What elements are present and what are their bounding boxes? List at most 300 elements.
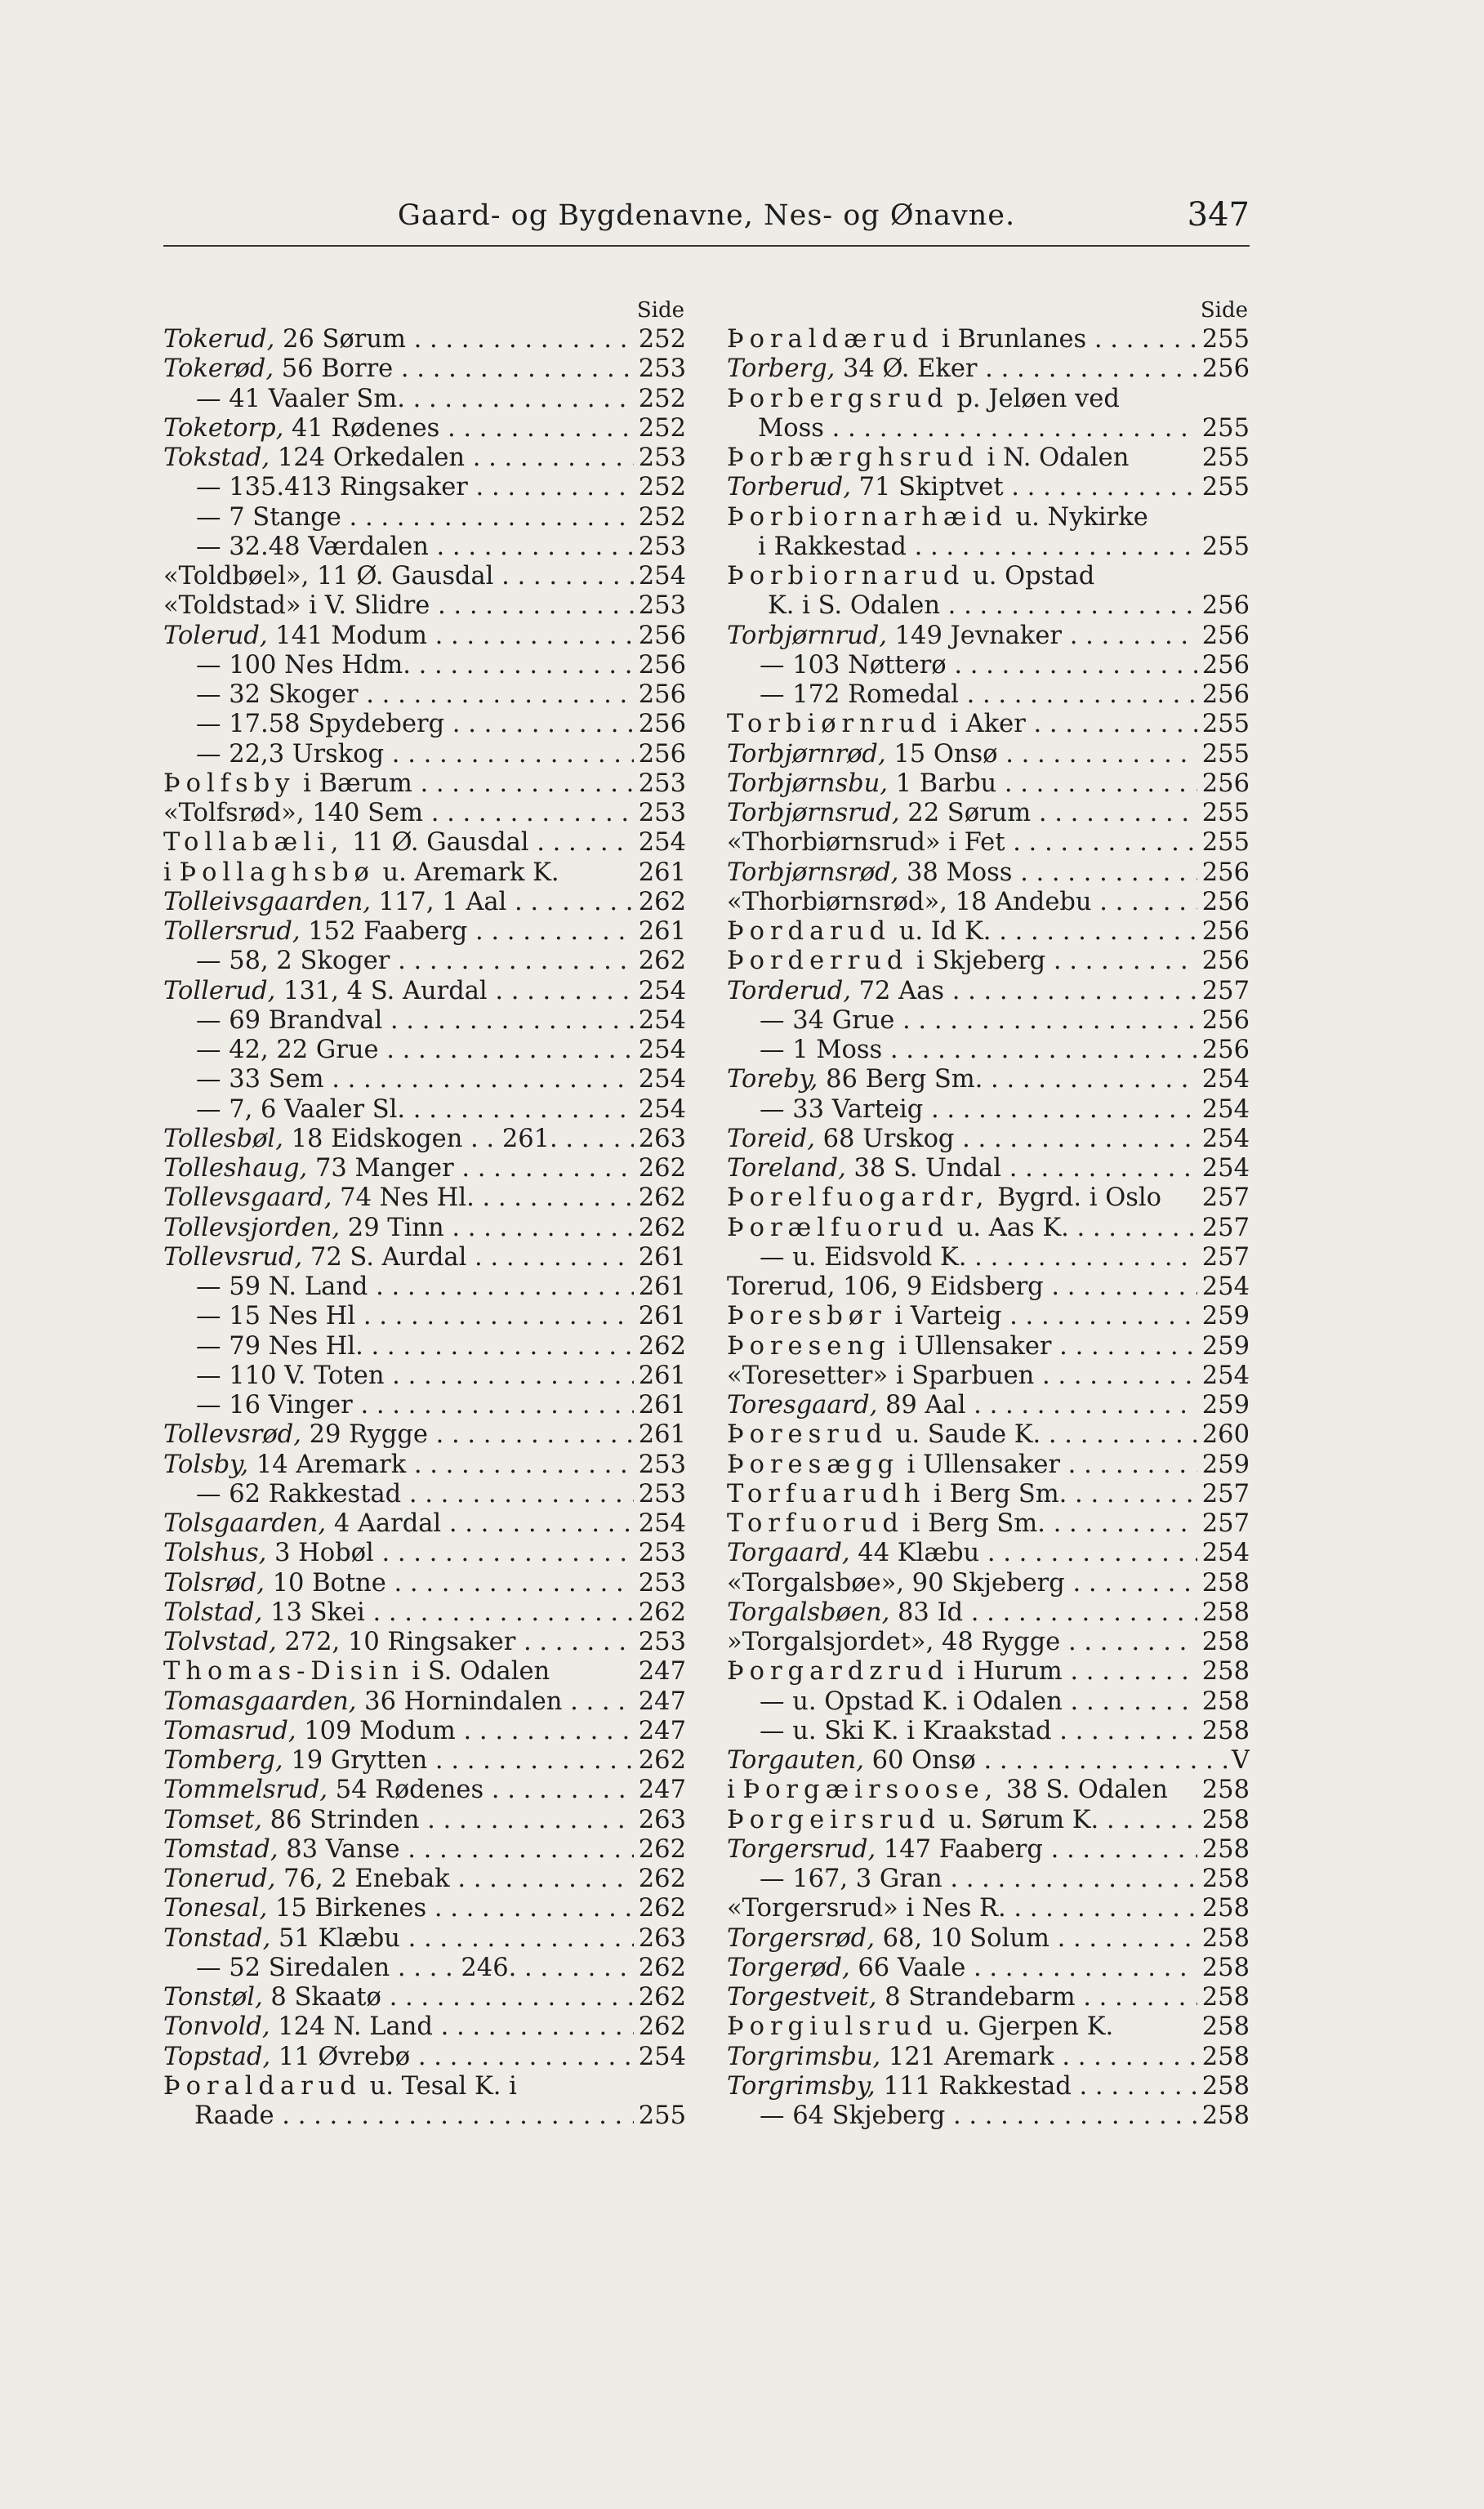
- entry-old-name: Thomas-Disin: [163, 1657, 404, 1687]
- entry-text: [163, 1361, 686, 1391]
- entry-old-name: Þorgardzrud: [727, 1657, 950, 1687]
- entry-text: [727, 1214, 1250, 1243]
- entry-location: 8 Skaatø: [262, 1983, 381, 2012]
- entry-location: — u. Opstad K. i Odalen: [760, 1687, 1063, 1716]
- entry-name: Tomberg,: [163, 1746, 283, 1775]
- entry-location: u. Saude K.: [888, 1420, 1041, 1450]
- entry-text: [163, 1598, 686, 1628]
- entry-text: [727, 1451, 1250, 1480]
- entry-location: i Berg Sm.: [925, 1479, 1067, 1509]
- entry-text: [163, 1272, 686, 1302]
- entry-old-name: Þoresbør: [727, 1302, 887, 1331]
- page-reference: 258: [1197, 1954, 1250, 1983]
- entry-text: [163, 1924, 686, 1954]
- entry-text: [727, 1539, 1250, 1568]
- index-entry: [163, 1687, 686, 1717]
- page-reference: 262: [634, 1746, 686, 1776]
- index-entry: [727, 2101, 1250, 2131]
- entry-text: [727, 769, 1250, 799]
- page-reference: 256: [1197, 354, 1250, 384]
- index-entry: [727, 562, 1250, 591]
- entry-text: [727, 1006, 1250, 1036]
- entry-name: Tonerud,: [163, 1865, 276, 1893]
- index-entry: [727, 2012, 1250, 2042]
- index-entry: [163, 385, 686, 414]
- entry-location: u. Nykirke: [1007, 502, 1148, 532]
- index-entry: [727, 769, 1250, 799]
- entry-name: Tollevsjorden,: [163, 1213, 341, 1242]
- entry-location: — 59 N. Land: [196, 1272, 368, 1301]
- entry-name: Toreby,: [727, 1065, 818, 1094]
- entry-location: 22 Sørum: [899, 799, 1032, 827]
- entry-text: [727, 1717, 1250, 1746]
- entry-old-name: Torfuarudh: [727, 1479, 926, 1509]
- entry-text: [163, 562, 686, 591]
- entry-text: [727, 1806, 1250, 1835]
- entry-old-name: Þordarud: [727, 917, 892, 946]
- entry-location: — 110 V. Toten: [196, 1361, 385, 1390]
- entry-text: [163, 947, 686, 976]
- index-entry: [727, 977, 1250, 1006]
- entry-text: [727, 2043, 1250, 2072]
- page-reference: 259: [1197, 1302, 1250, 1331]
- page-reference: 255: [1197, 710, 1250, 739]
- index-entry: [163, 1006, 686, 1036]
- index-entry: [727, 1539, 1250, 1568]
- index-entry: [163, 1806, 686, 1835]
- entry-name: Tollersrud,: [163, 917, 301, 946]
- index-entry: [727, 1983, 1250, 2012]
- page-reference: 258: [1197, 2101, 1250, 2131]
- entry-location: 72 Aas: [850, 976, 944, 1005]
- entry-name: Tolsby,: [163, 1450, 249, 1479]
- entry-text: [163, 1717, 686, 1746]
- entry-text: [163, 1628, 686, 1657]
- entry-location: — 58, 2 Skoger: [196, 947, 390, 976]
- entry-location: 38 S. Undal: [845, 1154, 1001, 1183]
- entry-text: [727, 1065, 1250, 1094]
- entry-text: [163, 710, 686, 739]
- entry-location: — 33 Varteig: [760, 1094, 924, 1124]
- index-entry: [163, 503, 686, 533]
- entry-location: «Toldstad» i V. Slidre: [163, 591, 430, 621]
- page-reference: 247: [634, 1717, 686, 1746]
- entry-text: [727, 473, 1250, 502]
- entry-text: [163, 1776, 686, 1805]
- page-reference: 263: [634, 1125, 686, 1154]
- entry-text: [163, 1183, 686, 1213]
- entry-location: «Toresetter» i Sparbuen: [727, 1361, 1035, 1390]
- entry-text: [727, 1480, 1250, 1509]
- index-entry: [163, 1332, 686, 1361]
- entry-location: 8 Strandebarm: [876, 1983, 1076, 2012]
- index-entry: [163, 1420, 686, 1450]
- page-reference: 262: [634, 1865, 686, 1894]
- index-entry: [727, 1687, 1250, 1717]
- entry-location: 72 S. Aurdal: [302, 1242, 467, 1272]
- entry-location: — 69 Brandval: [196, 1005, 383, 1035]
- entry-name: Torbjørnsbu,: [727, 769, 888, 798]
- entry-location: Bygrd. i Oslo: [989, 1183, 1161, 1213]
- entry-text: [163, 1746, 686, 1776]
- page-reference: 254: [1197, 1154, 1250, 1183]
- entry-name: Tonvold,: [163, 2012, 270, 2042]
- entry-name: Toresgaard,: [727, 1391, 878, 1419]
- page-reference: 256: [1197, 680, 1250, 710]
- index-entry: [163, 1243, 686, 1272]
- index-entry: [727, 1451, 1250, 1480]
- entry-text: [727, 2101, 1250, 2131]
- index-entry: [727, 1746, 1250, 1776]
- entry-location: 13 Skei: [262, 1598, 365, 1627]
- entry-text: [727, 1509, 1250, 1539]
- entry-location: 18 Eidskogen . . 261.: [283, 1124, 558, 1153]
- index-entry: [163, 1214, 686, 1243]
- index-entry: [727, 1332, 1250, 1361]
- entry-name: Torgrimsbu,: [727, 2042, 881, 2071]
- index-entry: [163, 651, 686, 680]
- entry-text: [727, 562, 1250, 591]
- entry-text: [727, 533, 1250, 562]
- index-entry: [727, 1954, 1250, 1983]
- index-entry: [727, 1302, 1250, 1331]
- entry-text: [163, 385, 686, 414]
- entry-text: [163, 1451, 686, 1480]
- entry-text: [163, 828, 686, 858]
- index-entry: [727, 1036, 1250, 1065]
- index-entry: [727, 1717, 1250, 1746]
- index-entry: [163, 1865, 686, 1894]
- entry-name: Tolerud,: [163, 621, 268, 650]
- entry-text: [163, 354, 686, 384]
- entry-location: i Hurum: [949, 1657, 1063, 1687]
- page-reference: 253: [634, 1480, 686, 1509]
- page-reference: 255: [1197, 325, 1250, 354]
- entry-location: i Rakkestad: [758, 532, 907, 561]
- index-entry: [163, 1183, 686, 1213]
- page-reference: 255: [1197, 533, 1250, 562]
- entry-text: [163, 740, 686, 769]
- page-reference: 247: [634, 1657, 686, 1687]
- page-reference: 262: [634, 1983, 686, 2012]
- right-entries: [727, 325, 1250, 2131]
- page-reference: 253: [634, 769, 686, 799]
- entry-location: — 16 Vinger: [196, 1391, 353, 1419]
- entry-location: 117, 1 Aal: [370, 887, 507, 916]
- entry-location: 124 N. Land: [270, 2012, 433, 2042]
- entry-location: «Torgersrud» i Nes R.: [727, 1894, 1006, 1923]
- index-entry: [163, 1983, 686, 2012]
- page-reference: 255: [1197, 443, 1250, 473]
- index-entry: [163, 1835, 686, 1865]
- entry-location: u. Gjerpen K.: [938, 2012, 1114, 2042]
- entry-text: [163, 917, 686, 947]
- page-reference: 256: [1197, 591, 1250, 621]
- page-reference: 262: [634, 1214, 686, 1243]
- index-entry: [163, 1036, 686, 1065]
- entry-name: Torbjørnsrud,: [727, 799, 900, 827]
- entry-location: i Aker: [942, 710, 1026, 739]
- entry-location: «Tolfsrød», 140 Sem: [163, 799, 423, 827]
- page-reference: 261: [634, 917, 686, 947]
- page-reference: 258: [1197, 1776, 1250, 1805]
- entry-name: Toreland,: [727, 1154, 846, 1183]
- index-entry: [727, 1065, 1250, 1094]
- entry-text: [163, 799, 686, 828]
- page-reference: 254: [634, 1036, 686, 1065]
- entry-name: Tollevsrød,: [163, 1420, 301, 1450]
- entry-name: Topstad,: [163, 2042, 271, 2071]
- index-entry: [163, 473, 686, 502]
- entry-text: [163, 1420, 686, 1450]
- entry-name: Toketorp,: [163, 413, 284, 443]
- index-entry: [163, 1095, 686, 1125]
- index-entry: [163, 740, 686, 769]
- entry-location: — 7, 6 Vaaler Sl.: [196, 1094, 406, 1124]
- entry-text: [163, 977, 686, 1006]
- entry-name: Tollesbøl,: [163, 1124, 283, 1153]
- entry-location: 73 Manger: [307, 1154, 454, 1183]
- entry-old-name: Torbiørnrud: [727, 710, 943, 739]
- entry-old-name: Þorbiornarud: [727, 562, 965, 590]
- entry-text: [727, 1924, 1250, 1954]
- entry-location: 11 Øvrebø: [270, 2042, 411, 2071]
- entry-old-name: Þorbiornarhæid: [727, 502, 1008, 532]
- entry-location: — u. Ski K. i Kraakstad: [760, 1716, 1052, 1745]
- index-entry: [727, 1183, 1250, 1213]
- page-reference: 252: [634, 414, 686, 443]
- page-reference: 258: [1197, 1806, 1250, 1835]
- entry-old-name: Þoresægg: [727, 1450, 899, 1479]
- entry-location: 149 Jevnaker: [886, 621, 1062, 650]
- page-reference: 258: [1197, 2043, 1250, 2072]
- entry-name: Tomasrud,: [163, 1716, 296, 1745]
- page-reference: 254: [1197, 1361, 1250, 1391]
- index-entry: [727, 740, 1250, 769]
- page-reference: 256: [1197, 622, 1250, 651]
- entry-location: i Berg Sm.: [903, 1509, 1045, 1538]
- index-entry: [727, 1391, 1250, 1420]
- entry-name: Torgersrød,: [727, 1923, 875, 1953]
- entry-prefix: i: [727, 1776, 743, 1805]
- entry-location: — 167, 3 Gran: [760, 1865, 943, 1893]
- entry-text: [163, 1391, 686, 1420]
- entry-text: [163, 1006, 686, 1036]
- entry-location: — 1 Moss: [760, 1036, 883, 1064]
- page-reference: 254: [634, 2043, 686, 2072]
- entry-name: Tolleivsgaarden,: [163, 887, 371, 916]
- entry-text: [163, 325, 686, 354]
- entry-text: [163, 503, 686, 533]
- entry-location: i Ullensaker: [898, 1450, 1060, 1479]
- entry-text: [727, 443, 1250, 473]
- entry-location: — 100 Nes Hdm.: [196, 650, 411, 680]
- entry-location: 15 Onsø: [885, 739, 998, 769]
- entry-location: «Thorbiørnsrud» i Fet: [727, 828, 1005, 858]
- entry-location: — 64 Skjeberg: [760, 2101, 946, 2130]
- entry-name: Tollevsrud,: [163, 1242, 303, 1272]
- entry-name: Tolvstad,: [163, 1628, 277, 1656]
- index-entry: [727, 710, 1250, 739]
- entry-text: [727, 888, 1250, 917]
- page-reference: 253: [634, 533, 686, 562]
- entry-text: [727, 1243, 1250, 1272]
- entry-text: [163, 680, 686, 710]
- index-entry: [163, 325, 686, 354]
- entry-text: [727, 1983, 1250, 2012]
- index-entry: [163, 1361, 686, 1391]
- entry-old-name: Þorælfuorud: [727, 1213, 950, 1242]
- index-entry: [727, 1865, 1250, 1894]
- entry-location: 272, 10 Ringsaker: [276, 1628, 516, 1656]
- entry-location: 3 Hobøl: [266, 1539, 374, 1568]
- entry-name: Tolleshaug,: [163, 1154, 308, 1183]
- entry-name: Torgaard,: [727, 1539, 850, 1568]
- entry-text: [163, 858, 686, 888]
- page-reference: 258: [1197, 1865, 1250, 1894]
- entry-text: [727, 710, 1250, 739]
- index-entry: [727, 888, 1250, 917]
- entry-name: Tokerød,: [163, 354, 274, 384]
- page-reference: 252: [634, 503, 686, 533]
- entry-location: K. i S. Odalen: [768, 591, 940, 621]
- index-entry: [163, 1894, 686, 1923]
- entry-text: [727, 947, 1250, 976]
- page-reference: 255: [1197, 828, 1250, 858]
- index-entry: [163, 1272, 686, 1302]
- entry-text: [727, 325, 1250, 354]
- entry-name: Torbjørnrud,: [727, 621, 887, 650]
- index-entry: [727, 1420, 1250, 1450]
- entry-location: 83 Vanse: [278, 1834, 400, 1864]
- entry-location: 74 Nes Hl.: [332, 1183, 475, 1213]
- entry-text: [163, 1539, 686, 1568]
- entry-text: [727, 1835, 1250, 1865]
- page-reference: 253: [634, 1451, 686, 1480]
- index-entry: [163, 828, 686, 858]
- entry-text: [727, 385, 1250, 414]
- entry-text: [727, 828, 1250, 858]
- page-reference: 255: [1197, 799, 1250, 828]
- index-entry: [727, 1657, 1250, 1687]
- page-reference: 258: [1197, 1687, 1250, 1717]
- entry-location: — 7 Stange: [196, 502, 341, 532]
- index-entry: [727, 1095, 1250, 1125]
- index-entry: [727, 591, 1250, 621]
- page-reference: 262: [634, 1598, 686, 1628]
- page-reference: 258: [1197, 1628, 1250, 1657]
- index-entry: [727, 1154, 1250, 1183]
- index-entry: [727, 1806, 1250, 1835]
- entry-old-name: Þorgiulsrud: [727, 2012, 938, 2042]
- entry-location: «Thorbiørnsrød», 18 Andebu: [727, 887, 1092, 916]
- page-reference: 255: [634, 2101, 686, 2131]
- entry-location: — 79 Nes Hl.: [196, 1331, 363, 1361]
- page-reference: 252: [634, 325, 686, 354]
- entry-text: [163, 1835, 686, 1865]
- page-reference: 258: [1197, 1598, 1250, 1628]
- entry-text: [727, 1746, 1250, 1776]
- page-reference: 261: [634, 1391, 686, 1420]
- index-entry: [727, 622, 1250, 651]
- entry-prefix: i: [163, 858, 180, 887]
- entry-text: [163, 1865, 686, 1894]
- page-reference: 256: [1197, 651, 1250, 680]
- index-entry: [727, 354, 1250, 384]
- page-reference: 256: [1197, 858, 1250, 888]
- entry-text: [727, 2012, 1250, 2042]
- entry-location: i N. Odalen: [978, 443, 1130, 472]
- entry-location: 111 Rakkestad: [875, 2071, 1072, 2101]
- page-reference: 254: [634, 1095, 686, 1125]
- page-reference: 256: [634, 740, 686, 769]
- index-entry: [163, 2043, 686, 2072]
- page-reference: 258: [1197, 2012, 1250, 2042]
- page-reference: 262: [634, 1332, 686, 1361]
- page-reference: 257: [1197, 1183, 1250, 1213]
- index-entry: [163, 622, 686, 651]
- leader-dots: [274, 2101, 686, 2130]
- index-entry: [727, 1924, 1250, 1954]
- entry-location: 124 Orkedalen: [270, 443, 466, 472]
- entry-location: 141 Modum: [267, 621, 427, 650]
- entry-text: [727, 1302, 1250, 1331]
- entry-location: u. Aas K.: [949, 1213, 1069, 1242]
- page-reference: V: [1227, 1746, 1250, 1776]
- entry-location: u. Sørum K.: [940, 1805, 1099, 1834]
- entry-text: [727, 1095, 1250, 1125]
- entry-location: — 32 Skoger: [196, 680, 359, 709]
- index-entry: [163, 1598, 686, 1628]
- page-reference: 253: [634, 1628, 686, 1657]
- entry-old-name: Þorgæirsoose,: [742, 1776, 999, 1805]
- index-entry: [727, 1480, 1250, 1509]
- page-reference: 255: [1197, 740, 1250, 769]
- page-reference: 259: [1197, 1451, 1250, 1480]
- entry-location: 29 Tinn: [340, 1213, 444, 1242]
- entry-name: Torgerød,: [727, 1953, 850, 1982]
- entry-name: Tolshus,: [163, 1539, 267, 1568]
- left-entries: [163, 325, 686, 2131]
- entry-name: Tonesal,: [163, 1894, 268, 1923]
- entry-text: [727, 1598, 1250, 1628]
- index-entry: [727, 533, 1250, 562]
- page-reference: 262: [634, 1835, 686, 1865]
- entry-location: 38 S. Odalen: [998, 1776, 1168, 1805]
- entry-location: 36 Hornindalen: [356, 1687, 563, 1716]
- entry-text: [727, 1361, 1250, 1391]
- index-entry: [163, 1569, 686, 1598]
- entry-location: 121 Aremark: [880, 2042, 1054, 2071]
- index-entry: [727, 1243, 1250, 1272]
- entry-location: — u. Eidsvold K.: [760, 1242, 967, 1272]
- page-reference: 261: [634, 1272, 686, 1302]
- entry-location: — 172 Romedal: [760, 680, 959, 709]
- index-entry: [727, 1569, 1250, 1598]
- entry-text: [727, 1272, 1250, 1302]
- entry-location: 71 Skiptvet: [850, 473, 1004, 502]
- entry-name: Tollevsgaard,: [163, 1183, 332, 1213]
- entry-location: 11 Ø. Gausdal: [344, 828, 529, 858]
- page-reference: 262: [634, 1894, 686, 1923]
- entry-text: [163, 533, 686, 562]
- entry-location: 26 Sørum: [274, 325, 406, 354]
- page-reference: 258: [1197, 1657, 1250, 1687]
- page-reference: 254: [634, 1065, 686, 1094]
- page-reference: 255: [1197, 473, 1250, 502]
- index-entry: [727, 1509, 1250, 1539]
- entry-text: [163, 443, 686, 473]
